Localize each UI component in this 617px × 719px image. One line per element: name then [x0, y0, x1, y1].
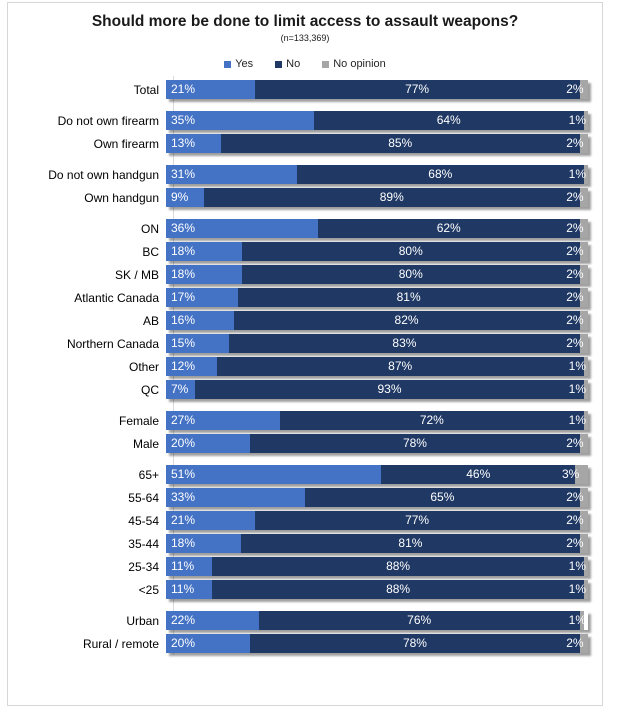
- segment-no: [255, 511, 580, 530]
- no-opinion-value-label: 2%: [566, 336, 584, 350]
- chart-row: [8, 334, 602, 353]
- row-label: Own firearm: [93, 136, 159, 151]
- no-opinion-value-label: 2%: [566, 82, 584, 96]
- no-value-label: 64%: [436, 113, 461, 127]
- segment-no: [241, 534, 579, 553]
- stacked-bar: [166, 357, 588, 376]
- segment-no: [255, 80, 580, 99]
- legend-label-no-opinion: No opinion: [333, 58, 386, 70]
- yes-value-label: 21%: [171, 82, 196, 96]
- legend-item-no-opinion: [322, 58, 386, 70]
- chart-row: [8, 219, 602, 238]
- segment-yes: [166, 288, 238, 307]
- row-label: QC: [141, 382, 159, 397]
- segment-no: [204, 188, 580, 207]
- no-legend-swatch-icon: [275, 61, 282, 68]
- segment-yes: [166, 511, 255, 530]
- row-label: 45-54: [128, 513, 159, 528]
- stacked-bar: [166, 434, 588, 453]
- yes-value-label: 22%: [171, 613, 196, 627]
- chart-row: [8, 488, 602, 507]
- chart-row: [8, 511, 602, 530]
- chart-row: [8, 265, 602, 284]
- row-label: Female: [118, 413, 159, 428]
- segment-no: [297, 165, 584, 184]
- segment-no: [212, 580, 583, 599]
- yes-value-label: 31%: [171, 167, 196, 181]
- chart-row: [8, 380, 602, 399]
- no-opinion-value-label: 1%: [568, 559, 586, 573]
- segment-no: [280, 411, 584, 430]
- plot-area: [8, 80, 602, 653]
- segment-yes: [166, 611, 259, 630]
- segment-yes: [166, 219, 318, 238]
- chart-row: [8, 188, 602, 207]
- segment-yes: [166, 334, 229, 353]
- no-value-label: 65%: [430, 490, 455, 504]
- row-label: Own handgun: [84, 190, 159, 205]
- row-label: <25: [138, 582, 159, 597]
- segment-no: [242, 242, 580, 261]
- no-opinion-value-label: 1%: [568, 113, 586, 127]
- stacked-bar: [166, 634, 588, 653]
- segment-no: [238, 288, 580, 307]
- no-value-label: 88%: [386, 559, 411, 573]
- segment-yes: [166, 380, 195, 399]
- segment-no: [195, 380, 584, 399]
- yes-value-label: 20%: [171, 436, 196, 450]
- no-value-label: 89%: [379, 190, 404, 204]
- no-value-label: 46%: [466, 467, 491, 481]
- chart-row: [8, 134, 602, 153]
- stacked-bar: [166, 265, 588, 284]
- chart-row: [8, 311, 602, 330]
- no-opinion-value-label: 1%: [568, 167, 586, 181]
- segment-no: [250, 434, 579, 453]
- stacked-bar: [166, 534, 588, 553]
- yes-value-label: 33%: [171, 490, 196, 504]
- no-value-label: 78%: [402, 436, 427, 450]
- no-opinion-value-label: 2%: [566, 636, 584, 650]
- chart-row: [8, 111, 602, 130]
- yes-value-label: 35%: [171, 113, 196, 127]
- no-value-label: 81%: [398, 536, 423, 550]
- no-opinion-value-label: 1%: [568, 413, 586, 427]
- stacked-bar: [166, 242, 588, 261]
- legend-item-no: [275, 58, 300, 70]
- row-label: 55-64: [128, 490, 159, 505]
- legend-label-yes: Yes: [235, 58, 254, 70]
- stacked-bar: [166, 380, 588, 399]
- no-opinion-value-label: 2%: [566, 221, 584, 235]
- no-value-label: 82%: [394, 313, 419, 327]
- chart-row: [8, 634, 602, 653]
- yes-value-label: 16%: [171, 313, 196, 327]
- yes-value-label: 51%: [171, 467, 196, 481]
- no-value-label: 77%: [405, 82, 430, 96]
- stacked-bar: [166, 411, 588, 430]
- yes-value-label: 20%: [171, 636, 196, 650]
- row-label: Total: [133, 82, 159, 97]
- segment-yes: [166, 111, 314, 130]
- chart-row: [8, 411, 602, 430]
- no-value-label: 62%: [436, 221, 461, 235]
- segment-no: [305, 488, 579, 507]
- no-value-label: 68%: [428, 167, 453, 181]
- no-opinion-value-label: 2%: [566, 267, 584, 281]
- segment-no: [212, 557, 583, 576]
- segment-no: [242, 265, 580, 284]
- no-opinion-value-label: 2%: [566, 313, 584, 327]
- segment-yes: [166, 188, 204, 207]
- bar-rows: [8, 80, 602, 653]
- segment-yes: [166, 242, 242, 261]
- yes-value-label: 7%: [171, 382, 189, 396]
- segment-no: [234, 311, 580, 330]
- row-label: BC: [142, 244, 159, 259]
- legend-label-no: No: [286, 58, 301, 70]
- segment-yes: [166, 134, 221, 153]
- no-value-label: 93%: [377, 382, 402, 396]
- no-value-label: 83%: [392, 336, 417, 350]
- chart-legend: [8, 58, 602, 70]
- no-opinion-value-label: 1%: [568, 382, 586, 396]
- segment-yes: [166, 357, 217, 376]
- stacked-bar: [166, 111, 588, 130]
- segment-yes: [166, 557, 212, 576]
- no-opinion-legend-swatch-icon: [322, 61, 329, 68]
- no-opinion-value-label: 2%: [566, 490, 584, 504]
- stacked-bar: [166, 188, 588, 207]
- row-label: Northern Canada: [66, 336, 159, 351]
- stacked-bar: [166, 611, 588, 630]
- chart-row: [8, 611, 602, 630]
- no-opinion-value-label: 1%: [568, 582, 586, 596]
- segment-no: [250, 634, 579, 653]
- chart-row: [8, 557, 602, 576]
- yes-value-label: 9%: [171, 190, 189, 204]
- no-value-label: 80%: [398, 267, 423, 281]
- yes-value-label: 27%: [171, 413, 196, 427]
- no-opinion-value-label: 2%: [566, 244, 584, 258]
- stacked-bar: [166, 219, 588, 238]
- row-label: SK / MB: [114, 267, 159, 282]
- segment-yes: [166, 311, 234, 330]
- chart-sample-size: (n=133,369): [280, 33, 330, 43]
- no-value-label: 77%: [405, 513, 430, 527]
- segment-no: [217, 357, 584, 376]
- stacked-bar: [166, 580, 588, 599]
- row-label: ON: [141, 221, 159, 236]
- yes-value-label: 21%: [171, 513, 196, 527]
- segment-yes: [166, 80, 255, 99]
- segment-no: [259, 611, 580, 630]
- yes-value-label: 18%: [171, 536, 196, 550]
- stacked-bar: [166, 511, 588, 530]
- chart-row: [8, 434, 602, 453]
- segment-yes: [166, 534, 241, 553]
- row-label: 35-44: [128, 536, 159, 551]
- chart-title: Should more be done to limit access to assault weapons?: [91, 13, 519, 30]
- no-opinion-value-label: 2%: [566, 536, 584, 550]
- row-label: Do not own handgun: [48, 167, 159, 182]
- chart-row: [8, 80, 602, 99]
- no-value-label: 80%: [398, 244, 423, 258]
- row-label: AB: [142, 313, 159, 328]
- no-opinion-value-label: 3%: [562, 467, 580, 481]
- no-opinion-value-label: 1%: [568, 613, 586, 627]
- row-label: Rural / remote: [82, 636, 159, 651]
- yes-value-label: 18%: [171, 267, 196, 281]
- stacked-bar: [166, 134, 588, 153]
- chart-frame: [7, 2, 603, 706]
- no-opinion-value-label: 1%: [568, 359, 586, 373]
- segment-yes: [166, 411, 280, 430]
- segment-no: [381, 465, 575, 484]
- yes-value-label: 18%: [171, 244, 196, 258]
- chart-row: [8, 288, 602, 307]
- segment-no: [314, 111, 584, 130]
- row-label: Male: [132, 436, 159, 451]
- no-value-label: 72%: [419, 413, 444, 427]
- segment-yes: [166, 465, 381, 484]
- no-value-label: 87%: [388, 359, 413, 373]
- segment-yes: [166, 165, 297, 184]
- stacked-bar: [166, 465, 588, 484]
- chart-row: [8, 580, 602, 599]
- no-value-label: 88%: [386, 582, 411, 596]
- chart-row: [8, 165, 602, 184]
- yes-value-label: 13%: [171, 136, 196, 150]
- row-label: Do not own firearm: [57, 113, 159, 128]
- stacked-bar: [166, 557, 588, 576]
- legend-item-yes: [224, 58, 253, 70]
- segment-yes: [166, 434, 250, 453]
- row-label: 65+: [138, 467, 159, 482]
- chart-row: [8, 357, 602, 376]
- segment-yes: [166, 634, 250, 653]
- yes-value-label: 15%: [171, 336, 196, 350]
- stacked-bar: [166, 334, 588, 353]
- no-opinion-value-label: 2%: [566, 136, 584, 150]
- row-label: Urban: [126, 613, 159, 628]
- chart-row: [8, 465, 602, 484]
- no-value-label: 76%: [407, 613, 432, 627]
- stacked-bar: [166, 488, 588, 507]
- segment-no: [221, 134, 580, 153]
- yes-legend-swatch-icon: [224, 61, 231, 68]
- no-opinion-value-label: 2%: [566, 190, 584, 204]
- no-opinion-value-label: 2%: [566, 290, 584, 304]
- stacked-bar: [166, 80, 588, 99]
- segment-no: [318, 219, 580, 238]
- stacked-bar: [166, 311, 588, 330]
- row-label: Other: [128, 359, 159, 374]
- stacked-bar: [166, 165, 588, 184]
- no-value-label: 78%: [402, 636, 427, 650]
- segment-yes: [166, 580, 212, 599]
- no-value-label: 85%: [388, 136, 413, 150]
- no-opinion-value-label: 2%: [566, 513, 584, 527]
- no-opinion-value-label: 2%: [566, 436, 584, 450]
- chart-row: [8, 242, 602, 261]
- yes-value-label: 11%: [171, 582, 195, 596]
- segment-no: [229, 334, 579, 353]
- row-label: 25-34: [128, 559, 159, 574]
- segment-yes: [166, 265, 242, 284]
- no-value-label: 81%: [396, 290, 421, 304]
- segment-yes: [166, 488, 305, 507]
- yes-value-label: 36%: [171, 221, 196, 235]
- yes-value-label: 12%: [171, 359, 196, 373]
- yes-value-label: 11%: [171, 559, 195, 573]
- yes-value-label: 17%: [171, 290, 196, 304]
- chart-row: [8, 534, 602, 553]
- row-label: Atlantic Canada: [74, 290, 159, 305]
- stacked-bar: [166, 288, 588, 307]
